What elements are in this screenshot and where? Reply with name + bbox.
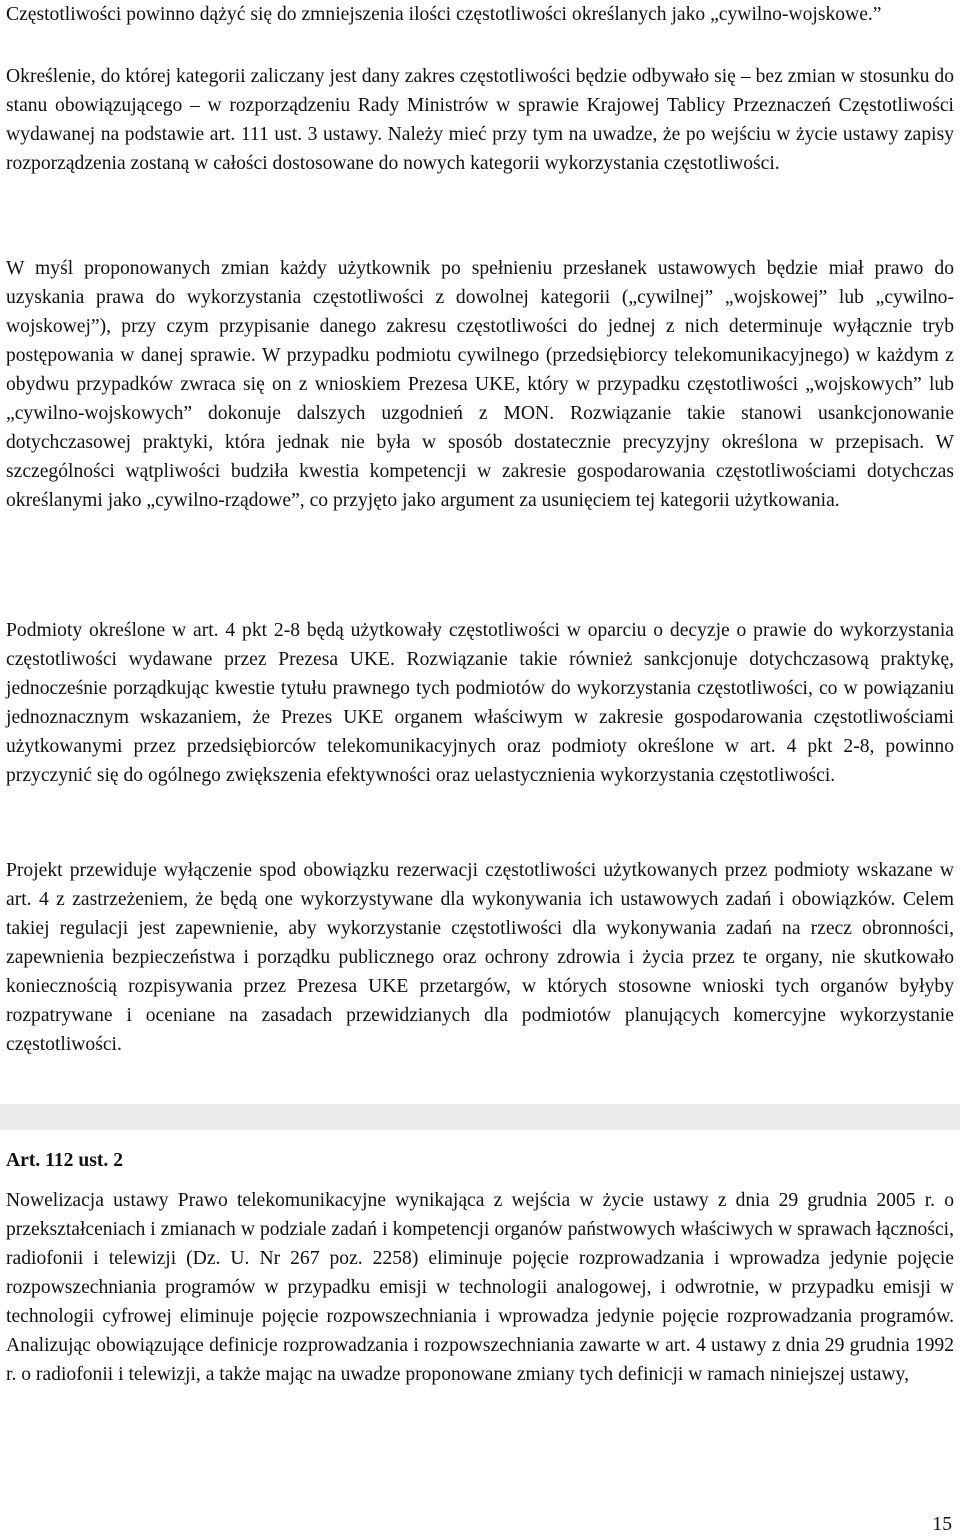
paragraph-user-rights: W myśl proponowanych zmian każdy użytkownik po spełnieniu przesłanek ustawowych będzie miał prawo do uzyskania prawa do wykorzystania częstotliwości z dowolnej kategorii („cywilnej” „wojskowej” lub „cywilno-wojskowej”), przy czym przypisanie danego zakresu częstotliwości do jednej z nich determinuje wyłącznie tryb postępowania w danej sprawie. W przypadku podmiotu cywilnego (przedsiębiorcy telekomunikacyjnego) w każdym z obydwu przypadków zwraca się on z wnioskiem Prezesa UKE, który w przypadku częstotliwości „wojskowych” lub „cywilno-wojskowych” dokonuje dalszych uzgodnień z MON. Rozwiązanie takie stanowi usankcjonowanie dotychczasowej praktyki, która jednak nie była w sposób dostatecznie precyzyjny określona w przepisach. W szczególności wątpliwości budziła kwestia kompetencji w zakresie gospodarowania częstotliwościami dotychczas określanymi jako „cywilno-rządowe”, co przyjęto jako argument za usunięciem tej kategorii użytkowania. [6,258,954,511]
section-divider [0,1104,960,1130]
paragraph-entities-art4: Podmioty określone w art. 4 pkt 2-8 będą użytkowały częstotliwości w oparciu o decyzje o prawie do wykorzystania częstotliwości wydawane przez Prezesa UKE. Rozwiązanie takie również sankcjonuje dotychczasową praktykę, jednocześnie porządkując kwestie tytułu prawnego tych podmiotów do wykorzystania częstotliwości, co w powiązaniu jednoznacznym wskazaniem, że Prezes UKE organem właściwym w zakresie gospodarowania częstotliwościami użytkowanymi przez przedsiębiorców telekomunikacyjnych oraz podmioty określone w art. 4 pkt 2-8, powinno przyczynić się do ogólnego zwiększenia efektywności oraz uelastycznienia wykorzystania częstotliwości. [6,620,954,786]
paragraph-art112-amendment: Nowelizacja ustawy Prawo telekomunikacyjne wynikająca z wejścia w życie ustawy z dnia 29 grudnia 2005 r. o przekształceniach i zmianach w podziale zadań i kompetencji organów państwowych właściwych w sprawach łączności, radiofonii i telewizji (Dz. U. Nr 267 poz. 2258) eliminuje pojęcie rozprowadzania i wprowadza jedynie pojęcie rozpowszechniania programów w przypadku emisji w technologii analogowej, i odwrotnie, w przypadku emisji w technologii cyfrowej eliminuje pojęcie rozpowszechniania i wprowadza jedynie pojęcie rozprowadzania programów. Analizując obowiązujące definicje rozprowadzania i rozpowszechniania zawarte w art. 4 ustawy z dnia 29 grudnia 1992 r. o radiofonii i telewizji, a także mając na uwadze proponowane zmiany tych definicji w ramach niniejszej ustawy, [6,1190,954,1385]
section-heading: Art. 112 ust. 2 [6,1150,124,1171]
paragraph-reservation-exemption: Projekt przewiduje wyłączenie spod obowiązku rezerwacji częstotliwości użytkowanych przez podmioty wskazane w art. 4 z zastrzeżeniem, że będą one wykorzystywane dla wykonywania ich ustawowych zadań i obowiązków. Celem takiej regulacji jest zapewnienie, aby wykorzystanie częstotliwości dla wykonywania zadań na rzecz obronności, zapewnienia bezpieczeństwa i porządku publicznego oraz ochrony zdrowia i życia przez te organy, nie skutkowało koniecznością rozpisywania przez Prezesa UKE przetargów, w których stosowne wnioski tych organów byłyby rozpatrywane i oceniane na zasadach przewidzianych dla podmiotów planujących komercyjne wykorzystanie częstotliwości. [6,860,954,1055]
paragraph-frequency-reduction: Częstotliwości powinno dążyć się do zmniejszenia ilości częstotliwości określanych jako „cywilno-wojskowe.” [6,4,882,25]
paragraph-category-assignment: Określenie, do której kategorii zaliczany jest dany zakres częstotliwości będzie odbywało się – bez zmian w stosunku do stanu obowiązującego – w rozporządzeniu Rady Ministrów w sprawie Krajowej Tablicy Przeznaczeń Częstotliwości wydawanej na podstawie art. 111 ust. 3 ustawy. Należy mieć przy tym na uwadze, że po wejściu w życie ustawy zapisy rozporządzenia zostaną w całości dostosowane do nowych kategorii wykorzystania częstotliwości. [6,66,954,174]
page-number: 15 [932,1514,952,1535]
